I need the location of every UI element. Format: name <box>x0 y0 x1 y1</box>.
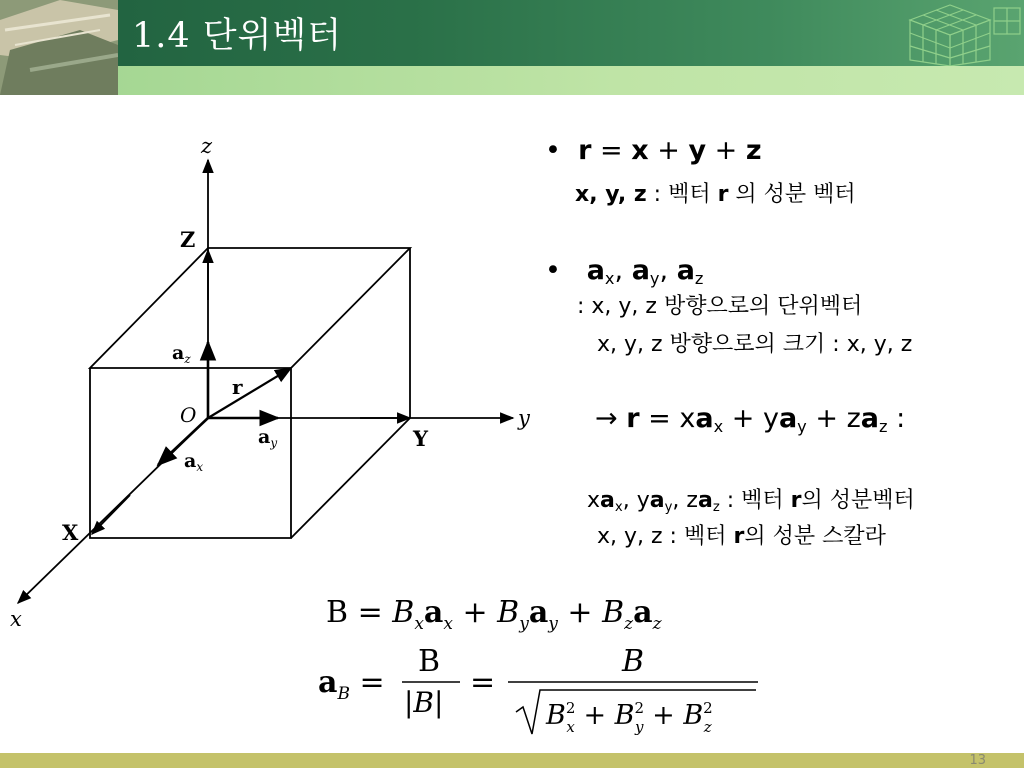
rBx-sup: 2 <box>565 699 576 717</box>
decomp-colon: : <box>896 403 906 434</box>
decomp-az-sub: z <box>878 416 888 436</box>
cv-ay: a <box>649 488 665 513</box>
rBz-sub: z <box>703 718 712 736</box>
eq-x: x <box>631 135 649 166</box>
position-vector-r <box>208 368 291 418</box>
faB-sub: B <box>337 684 350 704</box>
unit-az-sub: z <box>694 268 704 288</box>
fax: a <box>423 595 444 630</box>
formula-B-expansion: $B = B_xa_x + B_ya_y + B_za_z$ <box>326 595 662 634</box>
fBy-sub: y <box>519 614 529 634</box>
header-photo-decoration <box>0 0 118 95</box>
component-vectors-line <box>575 177 856 208</box>
faB: a <box>318 665 338 700</box>
ay-label-sub: y <box>270 436 278 450</box>
fay: a <box>528 595 549 630</box>
unit-ax-a: a <box>586 255 605 286</box>
point-X-label: X <box>62 520 79 545</box>
unit-ax <box>587 255 605 286</box>
decomp-ay-sub: y <box>797 416 807 436</box>
bullet-dot: • <box>545 135 579 166</box>
x-axis-label: x <box>10 607 22 630</box>
cv-tail: 의 성분벡터 <box>801 488 915 513</box>
frac1-den: |B| <box>404 686 444 719</box>
fax-sub: x <box>443 614 453 634</box>
az-label-a: a <box>172 342 185 364</box>
faz: a <box>633 595 653 630</box>
decomp-y: y <box>762 403 779 434</box>
faz-sub: z <box>652 614 662 634</box>
cv-y: y <box>636 488 650 513</box>
unit-ay-a: a <box>631 255 650 286</box>
decomp-ax-sub: x <box>713 416 724 436</box>
rBx-sub: x <box>566 718 575 736</box>
coordinate-box-diagram <box>0 120 540 630</box>
vector-decomposition: → $r = xa_x + ya_y + za_z$ : <box>595 403 906 436</box>
rBx: B <box>546 700 566 731</box>
unit-vector-formulas <box>300 585 780 745</box>
radicand: $B^2$ $x + B^2$ $y + B^2$ z <box>546 699 713 736</box>
ay-label <box>258 426 277 450</box>
unit-vector-definition: : x, y, z 방향으로의 단위벡터 <box>577 294 863 319</box>
fB: B <box>326 595 349 630</box>
rBz-sup: 2 <box>703 699 713 717</box>
slide-footer-band <box>0 753 1024 768</box>
rBy: B <box>614 700 635 731</box>
fBz: B <box>602 595 625 630</box>
rBy-sub: y <box>635 718 644 736</box>
r-label: r <box>232 375 243 399</box>
component-vectors-note: $xa_x$, $ya_y$, $za_z$ : 벡터 r의 성분벡터 <box>587 488 915 515</box>
fBy: B <box>497 595 520 630</box>
decomp-z: z <box>846 403 861 434</box>
rBz: B <box>683 700 704 731</box>
unit-az-a: a <box>676 255 695 286</box>
cs-r: r <box>733 524 745 549</box>
cv-z: z <box>686 488 698 513</box>
point-Z-label: Z <box>180 227 196 252</box>
component-vectors-text-b: 의 성분 벡터 <box>728 182 856 207</box>
cv-ay-sub: y <box>664 499 673 515</box>
ax-label <box>184 450 203 474</box>
header-band <box>0 66 1024 95</box>
decomp-r: r <box>626 403 640 434</box>
component-vectors-bold: x, y, z <box>575 182 647 207</box>
az-label-sub: z <box>184 352 191 366</box>
fay-sub: y <box>548 614 558 634</box>
magnitude-definition: x, y, z 방향으로의 크기 : x, y, z <box>597 332 913 357</box>
unit-ay-sub: y <box>649 268 660 288</box>
equals-2: = <box>470 665 496 700</box>
eq-r: r <box>578 135 592 166</box>
cv-az: a <box>697 488 713 513</box>
cs-tail: 의 성분 스칼라 <box>744 524 886 549</box>
ax-label-a: a <box>184 450 197 472</box>
y-axis-label: y <box>518 406 530 430</box>
eq-z: z <box>745 135 762 166</box>
unit-ay <box>632 255 650 286</box>
bullet-position-vector: • r = x + y + z <box>545 135 762 166</box>
cv-az-sub: z <box>712 499 720 515</box>
z-axis-label: z <box>201 134 213 158</box>
point-Y-label: Y <box>413 426 428 451</box>
rBy-sup: 2 <box>634 699 645 717</box>
az-label <box>172 342 191 366</box>
cv-x: x <box>587 488 601 513</box>
page-number: 13 <box>969 753 986 768</box>
origin-label: O <box>180 403 197 427</box>
header-cubes-decoration <box>890 0 1024 66</box>
unit-az <box>677 255 695 286</box>
fBx: B <box>392 595 415 630</box>
ay-label-a: a <box>258 426 271 448</box>
component-vectors-r: r <box>717 182 729 207</box>
formula-aB-lhs: $a_B$ = <box>318 665 385 704</box>
frac2-num: B <box>622 644 645 679</box>
unit-ax-sub: x <box>604 268 615 288</box>
decomp-az: a <box>860 403 879 434</box>
cv-text: 벡터 <box>741 488 791 513</box>
decomp-ay: a <box>778 403 798 434</box>
ax-label-sub: x <box>196 460 204 474</box>
arrow-symbol: → <box>595 403 618 434</box>
cv-ax-sub: x <box>614 499 623 515</box>
frac1-num: B <box>418 644 441 679</box>
cv-r: r <box>790 488 802 513</box>
bullet-unit-vectors: • $a_x$, $a_y$, $a_z$ <box>545 255 704 288</box>
fBx-sub: x <box>414 614 424 634</box>
component-vectors-text-a: : 벡터 <box>646 182 718 207</box>
cs-text: x, y, z : 벡터 <box>597 524 734 549</box>
eq-y: y <box>688 135 707 166</box>
component-scalars-note <box>597 519 886 550</box>
slide-title: 1.4 단위벡터 <box>132 16 343 56</box>
decomp-x: x <box>679 403 696 434</box>
bullet-dot: • <box>545 255 587 286</box>
cv-ax: a <box>600 488 615 513</box>
fBz-sub: z <box>624 614 634 634</box>
decomp-ax: a <box>695 403 714 434</box>
